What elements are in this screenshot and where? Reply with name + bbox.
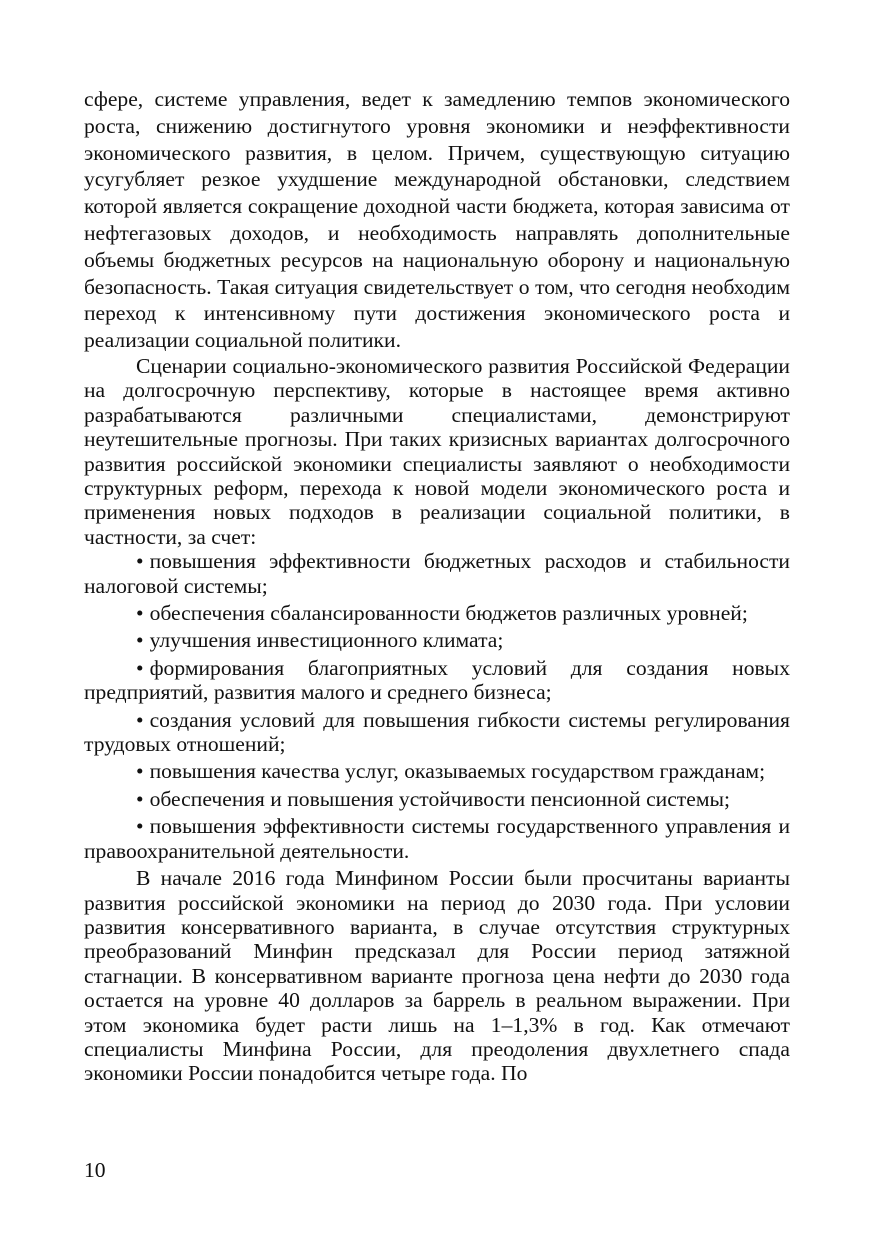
list-item <box>84 759 790 783</box>
list-item-text: обеспечения сбалансированности бюджетов различных уровней; <box>149 601 748 626</box>
bullet-icon: • <box>136 707 144 732</box>
bullet-icon: • <box>136 814 144 839</box>
list-item <box>84 628 790 652</box>
list-item <box>84 549 790 598</box>
bullet-icon: • <box>136 628 144 653</box>
list-item-text: повышения эффективности системы государственного управления и правоохранительной деятельности. <box>84 814 790 863</box>
list-item-text: повышения эффективности бюджетных расходов и стабильности налоговой системы; <box>84 549 790 598</box>
bullet-icon: • <box>136 549 144 574</box>
list-item <box>84 708 790 757</box>
list-item <box>84 656 790 705</box>
paragraph-minfin: В начале 2016 года Минфином России были просчитаны варианты развития российской экономики на период до 2030 года. При условии развития консервативного варианта, в случае отсутствия структурных преобразований Минфин предсказал для России период затяжной стагнации. В консервативном варианте прогноза цена нефти до 2030 года остается на уровне 40 долларов за баррель в реальном выражении. При этом экономика будет расти лишь на 1–1,3% в год. Как отмечают специалисты Минфина России, для преодоления двухлетнего спада экономики России понадобится четыре года. По <box>84 866 790 1086</box>
list-item-text: обеспечения и повышения устойчивости пенсионной системы; <box>149 786 730 811</box>
list-item-text: повышения качества услуг, оказываемых государством гражданам; <box>149 759 766 784</box>
bullet-icon: • <box>136 786 144 811</box>
list-item-text: формирования благоприятных условий для создания новых предприятий, развития малого и среднего бизнеса; <box>84 655 790 705</box>
list-item-text: создания условий для повышения гибкости системы регулирования трудовых отношений; <box>84 707 790 757</box>
bullet-icon: • <box>136 601 144 626</box>
paragraph-scenarios: Сценарии социально-экономического развития Российской Федерации на долгосрочную перспективу, которые в настоящее время активно разрабатываются различными специалистами, демонстрируют неутешительные прогнозы. При таких кризисных вариантах долгосрочного развития российской экономики специалисты заявляют о необходимости структурных реформ, перехода к новой модели экономического роста и применения новых подходов в реализации социальной политики, в частности, за счет: <box>84 353 790 549</box>
list-item-text: улучшения инвестиционного климата; <box>149 628 504 653</box>
bullet-icon: • <box>136 759 144 784</box>
bullet-list <box>84 549 790 863</box>
paragraph-intro: сфере, системе управления, ведет к замедлению темпов экономического роста, снижению достигнутого уровня экономики и неэффективности экономического развития, в целом. Причем, существующую ситуацию усугубляет резкое ухудшение международной обстановки, следствием которой является сокращение доходной части бюджета, которая зависима от нефтегазовых доходов, и необходимость направлять дополнительные объемы бюджетных ресурсов на национальную оборону и национальную безопасность. Такая ситуация свидетельствует о том, что сегодня необходим переход к интенсивному пути достижения экономического роста и реализации социальной политики. <box>84 87 790 353</box>
page-number: 10 <box>84 1158 106 1182</box>
bullet-icon: • <box>136 655 144 680</box>
list-item <box>84 601 790 625</box>
list-item <box>84 787 790 811</box>
page-body <box>84 86 790 1086</box>
list-item <box>84 814 790 863</box>
